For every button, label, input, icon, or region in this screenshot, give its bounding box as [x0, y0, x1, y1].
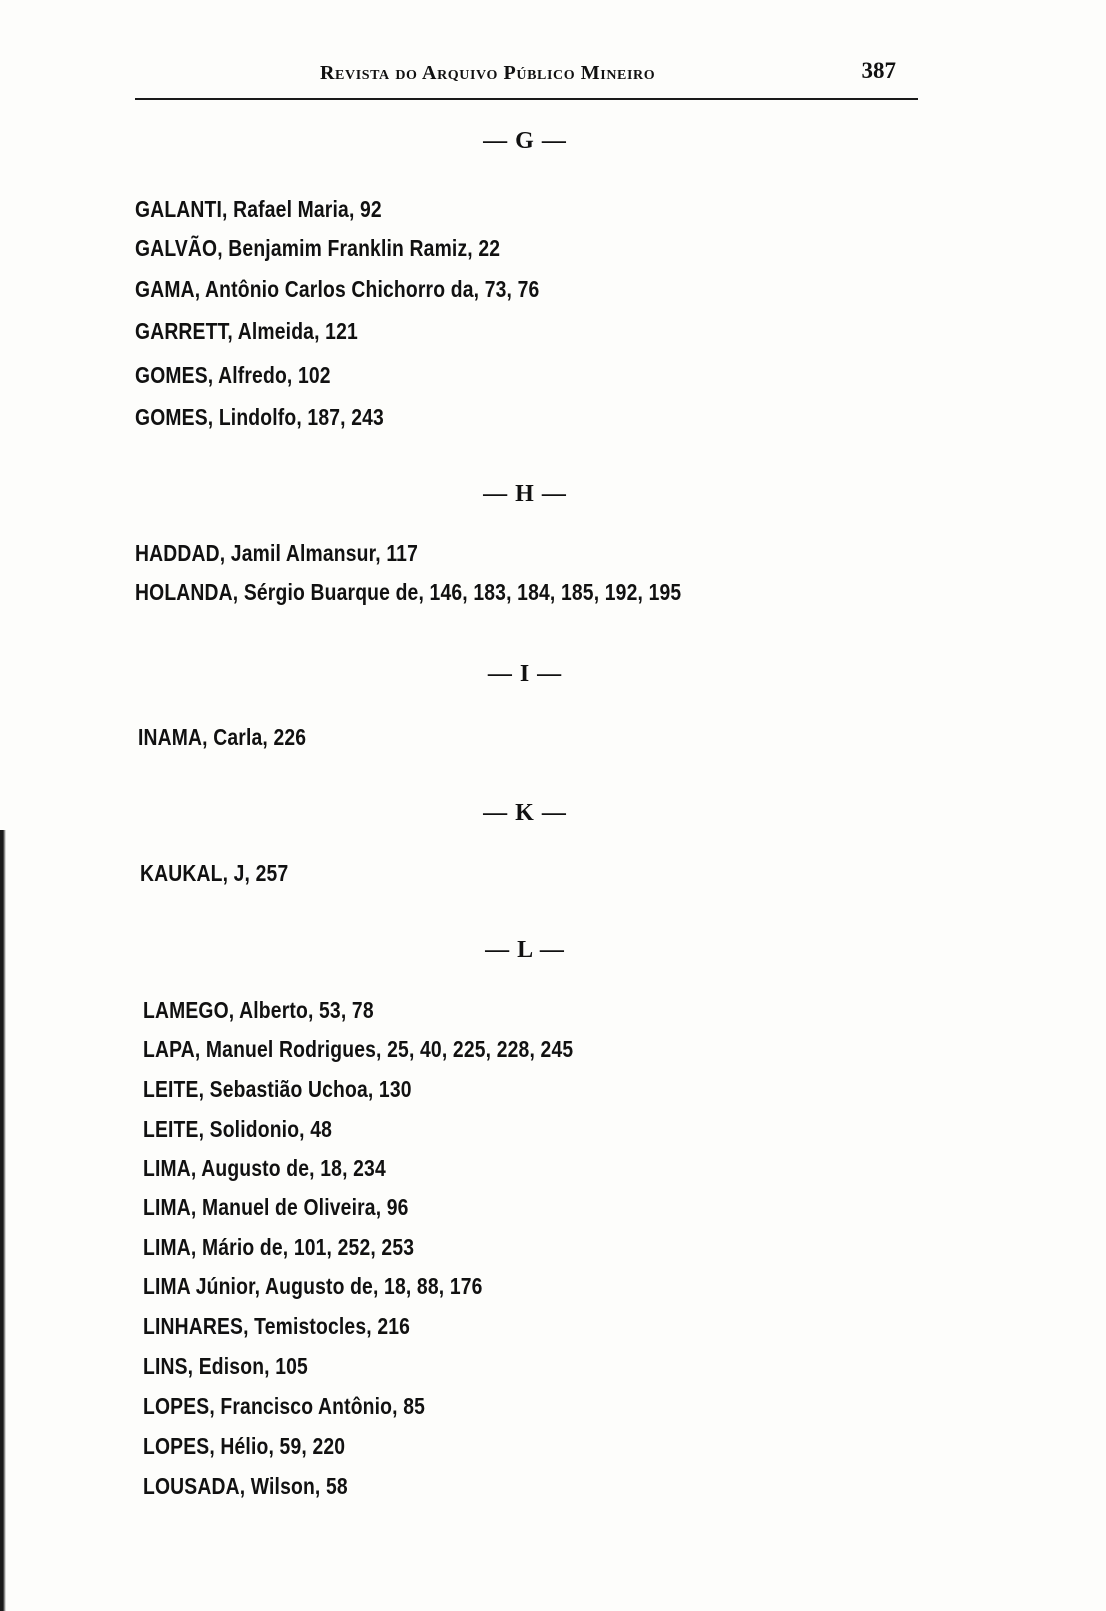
section-heading-i: — I — [487, 661, 563, 687]
index-entry: LINS, Edison, 105 [143, 1353, 308, 1379]
index-entry: GARRETT, Almeida, 121 [135, 318, 358, 344]
index-entry: HADDAD, Jamil Almansur, 117 [135, 540, 418, 566]
index-entry: GOMES, Lindolfo, 187, 243 [135, 404, 384, 430]
section-heading-l: — L — [485, 937, 565, 963]
index-entry: GAMA, Antônio Carlos Chichorro da, 73, 76 [135, 276, 540, 302]
index-entry: LIMA Júnior, Augusto de, 18, 88, 176 [143, 1273, 483, 1299]
index-entry: LAMEGO, Alberto, 53, 78 [143, 997, 374, 1023]
index-entry: GALVÃO, Benjamim Franklin Ramiz, 22 [135, 235, 501, 261]
scan-edge-shadow [0, 830, 6, 1611]
index-entry: GALANTI, Rafael Maria, 92 [135, 196, 382, 222]
index-entry: LEITE, Sebastião Uchoa, 130 [143, 1076, 412, 1102]
index-entry: GOMES, Alfredo, 102 [135, 362, 331, 388]
index-entry: LIMA, Mário de, 101, 252, 253 [143, 1234, 415, 1260]
index-entry: LIMA, Augusto de, 18, 234 [143, 1155, 386, 1181]
index-entry: LAPA, Manuel Rodrigues, 25, 40, 225, 228, 245 [143, 1036, 574, 1062]
running-header [135, 56, 918, 100]
index-entry: KAUKAL, J, 257 [140, 860, 289, 886]
section-heading-g: — G — [483, 128, 567, 154]
section-heading-h: — H — [483, 481, 567, 507]
index-entry: LIMA, Manuel de Oliveira, 96 [143, 1194, 409, 1220]
index-entry: LOPES, Francisco Antônio, 85 [143, 1393, 426, 1419]
index-entry: LOUSADA, Wilson, 58 [143, 1473, 348, 1499]
journal-title: Revista do Arquivo Público Mineiro [320, 62, 656, 84]
index-entry: HOLANDA, Sérgio Buarque de, 146, 183, 184, 185, 192, 195 [135, 579, 682, 605]
section-heading-k: — K — [483, 800, 567, 826]
page-number: 387 [861, 58, 896, 83]
index-entry: LOPES, Hélio, 59, 220 [143, 1433, 346, 1459]
index-entry: LEITE, Solidonio, 48 [143, 1116, 333, 1142]
index-entry: INAMA, Carla, 226 [138, 724, 307, 750]
index-entry: LINHARES, Temistocles, 216 [143, 1313, 411, 1339]
